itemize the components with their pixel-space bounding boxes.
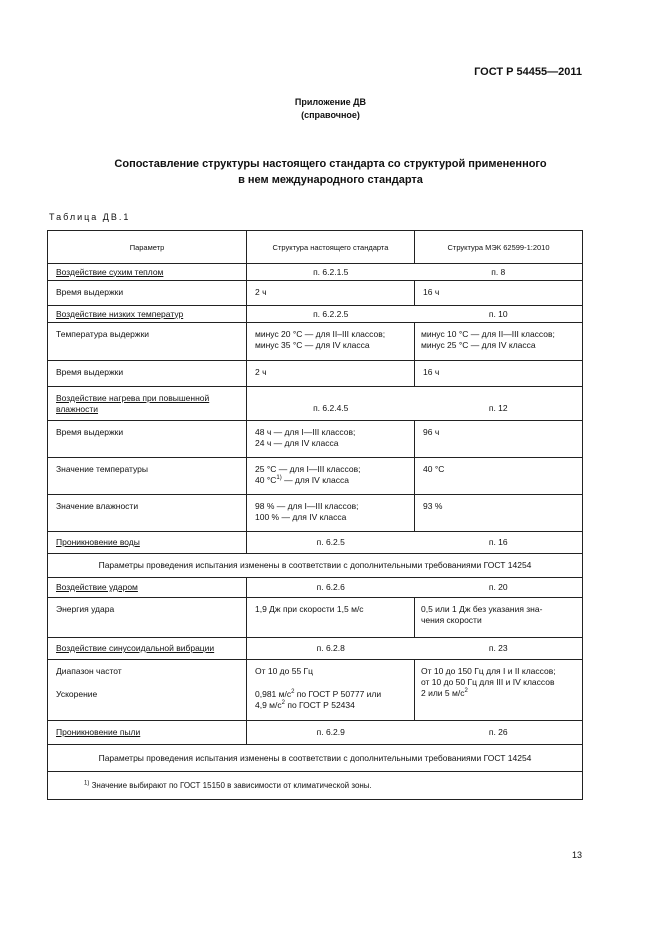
- page-title: [0, 156, 661, 188]
- standard-cell: 2 ч: [247, 361, 415, 387]
- table-caption: Таблица ДВ.1: [49, 212, 131, 222]
- parameter-line: Диапазон частот: [56, 666, 122, 676]
- iec-cell: 96 ч: [415, 421, 583, 458]
- parameter-cell: Время выдержки: [48, 421, 247, 458]
- standard-clause: п. 6.2.9: [247, 721, 415, 745]
- iec-cell: [415, 660, 583, 721]
- standard-line: От 10 до 55 Гц: [255, 666, 314, 676]
- header-cell-standard: Структура настоящего стандарта: [247, 231, 415, 264]
- section-parameter: Воздействие синусоидальной вибрации: [48, 638, 247, 660]
- iec-clause: п. 20: [415, 578, 583, 598]
- iec-line: чения скорости: [421, 615, 482, 625]
- iec-cell: 16 ч: [415, 361, 583, 387]
- table-row: [48, 495, 583, 532]
- parameter-cell: Энергия удара: [48, 598, 247, 638]
- standard-clause: п. 6.2.5: [247, 532, 415, 554]
- standard-cell: 2 ч: [247, 281, 415, 306]
- table-row: [48, 323, 583, 361]
- annex-subtitle: (справочное): [301, 110, 360, 120]
- superscript: 2: [464, 688, 468, 695]
- iec-clause: п. 26: [415, 721, 583, 745]
- standard-clause: п. 6.2.6: [247, 578, 415, 598]
- standard-line: минус 20 °С — для II–III классов;: [255, 329, 386, 339]
- section-parameter-line: Воздействие нагрева при повышенной: [56, 393, 210, 403]
- standard-clause: п. 6.2.1.5: [247, 264, 415, 281]
- iec-line: [421, 688, 574, 699]
- standard-cell: [247, 421, 415, 458]
- table-row: [48, 458, 583, 495]
- section-parameter: Воздействие низких температур: [48, 306, 247, 323]
- parameter-cell: Значение влажности: [48, 495, 247, 532]
- header-cell-iec: Структура МЭК 62599-1:2010: [415, 231, 583, 264]
- iec-cell: 16 ч: [415, 281, 583, 306]
- value-text: по ГОСТ Р 52434: [284, 700, 355, 710]
- iec-line: От 10 до 150 Гц для I и II классов;: [421, 666, 556, 676]
- parameter-line: Ускорение: [56, 689, 98, 699]
- iec-clause: п. 23: [415, 638, 583, 660]
- section-parameter: Воздействие ударом: [48, 578, 247, 598]
- table-row: [48, 745, 583, 772]
- standard-cell: 1,9 Дж при скорости 1,5 м/с: [247, 598, 415, 638]
- iec-clause: п. 12: [415, 387, 583, 421]
- parameter-cell: Время выдержки: [48, 361, 247, 387]
- iec-cell: 93 %: [415, 495, 583, 532]
- value-text: 2 или 5 м/с: [421, 688, 465, 698]
- standard-line: 24 ч — для IV класса: [255, 438, 339, 448]
- standard-line: минус 35 °С — для IV класса: [255, 340, 370, 350]
- table-row: [48, 264, 583, 281]
- note-cell: Параметры проведения испытания изменены в соответствии с дополнительными требованиями ГОСТ 14254: [48, 745, 583, 772]
- footnote: [48, 772, 583, 800]
- table-row: [48, 421, 583, 458]
- iec-cell: 40 °С: [415, 458, 583, 495]
- iec-cell: [415, 323, 583, 361]
- iec-clause: п. 16: [415, 532, 583, 554]
- footnote-ref: 1): [276, 475, 282, 482]
- table-row: [48, 578, 583, 598]
- standard-cell: [247, 323, 415, 361]
- superscript: 2: [291, 689, 295, 696]
- standard-cell: [247, 660, 415, 721]
- standard-line: [255, 700, 406, 711]
- standard-cell: [247, 458, 415, 495]
- footnote-text: Значение выбирают по ГОСТ 15150 в зависимости от климатической зоны.: [91, 781, 372, 790]
- value-text: 40 °С: [255, 475, 277, 485]
- table-row: [48, 554, 583, 578]
- document-code: ГОСТ Р 54455—2011: [474, 66, 582, 78]
- standard-line: [255, 689, 406, 700]
- iec-clause: п. 10: [415, 306, 583, 323]
- iec-line: минус 10 °С — для II—III классов;: [421, 329, 555, 339]
- table-row: [48, 532, 583, 554]
- table-row: [48, 306, 583, 323]
- parameter-cell: Температура выдержки: [48, 323, 247, 361]
- section-parameter: Воздействие сухим теплом: [48, 264, 247, 281]
- parameter-cell: Время выдержки: [48, 281, 247, 306]
- parameter-cell: [48, 660, 247, 721]
- section-parameter: [48, 387, 247, 421]
- page-number: 13: [571, 850, 582, 860]
- footnote-mark: 1): [84, 780, 90, 787]
- standard-clause: п. 6.2.8: [247, 638, 415, 660]
- table-row: [48, 387, 583, 421]
- superscript: 2: [281, 700, 285, 707]
- note-cell: Параметры проведения испытания изменены в соответствии с дополнительными требованиями ГОСТ 14254: [48, 554, 583, 578]
- standard-line: 25 °С — для I—III классов;: [255, 464, 361, 474]
- table-footnote-row: [48, 772, 583, 800]
- section-parameter: Проникновение пыли: [48, 721, 247, 745]
- value-text: 4,9 м/с: [255, 700, 282, 710]
- section-parameter: Проникновение воды: [48, 532, 247, 554]
- standard-line: 48 ч — для I—III классов;: [255, 427, 356, 437]
- value-text: 0,981 м/с: [255, 689, 292, 699]
- iec-cell: [415, 598, 583, 638]
- annex-title: Приложение ДВ: [294, 97, 367, 107]
- table-row: [48, 721, 583, 745]
- iec-line: от 10 до 50 Гц для III и IV классов: [421, 677, 555, 687]
- iec-line: 0,5 или 1 Дж без указания зна-: [421, 604, 543, 614]
- standard-clause: п. 6.2.2.5: [247, 306, 415, 323]
- section-parameter-line: влажности: [56, 404, 99, 414]
- table-row: [48, 638, 583, 660]
- standard-cell: [247, 495, 415, 532]
- standard-line: [255, 475, 406, 486]
- header-cell-parameter: Параметр: [48, 231, 247, 264]
- table-row: [48, 598, 583, 638]
- page-title-line-1: Сопоставление структуры настоящего стандарта со структурой примененного: [114, 158, 547, 170]
- value-text: по ГОСТ Р 50777 или: [294, 689, 382, 699]
- iec-line: минус 25 °С — для IV класса: [421, 340, 536, 350]
- page-title-line-2: в нем международного стандарта: [238, 174, 423, 186]
- comparison-table: [47, 230, 583, 800]
- table-header-row: [48, 231, 583, 264]
- standard-line: 100 % — для IV класса: [255, 512, 347, 522]
- parameter-cell: Значение температуры: [48, 458, 247, 495]
- value-text: — для IV класса: [281, 475, 349, 485]
- standard-clause: п. 6.2.4.5: [247, 387, 415, 421]
- iec-clause: п. 8: [415, 264, 583, 281]
- table-row: [48, 361, 583, 387]
- table-row: [48, 660, 583, 721]
- table-row: [48, 281, 583, 306]
- annex-heading: [0, 96, 661, 122]
- standard-line: 98 % — для I—III классов;: [255, 501, 359, 511]
